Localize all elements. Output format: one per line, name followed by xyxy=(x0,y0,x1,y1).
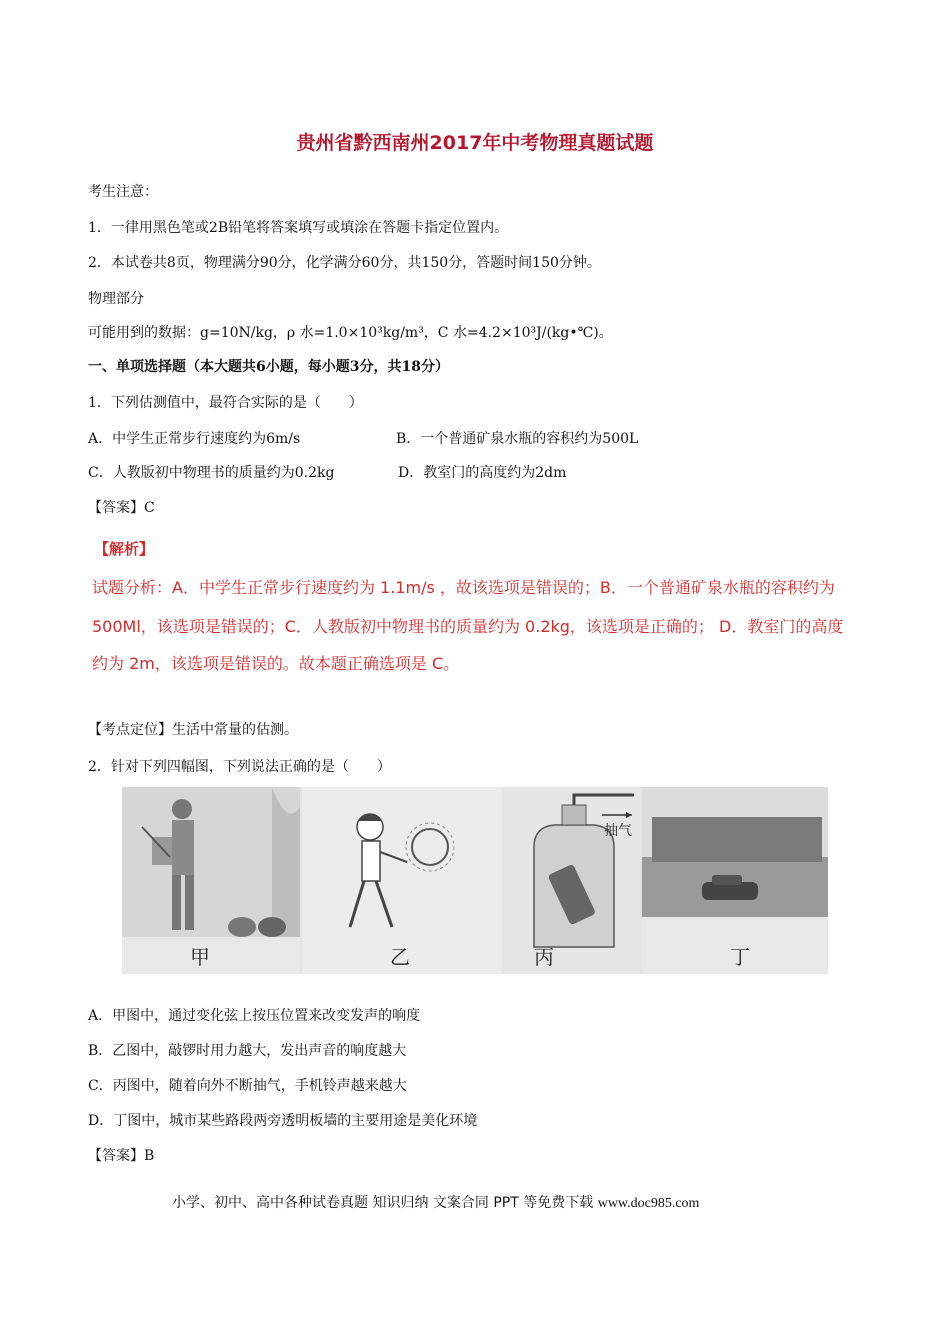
q1-option-a: A．中学生正常步行速度约为6m/s xyxy=(88,431,301,447)
analysis-line-2: 500Ml，该选项是错误的；C．人教版初中物理书的质量约为 0.2kg，该选项是正确的； D．教室门的高度 xyxy=(92,617,844,636)
analysis-line-1: 试题分析：A．中学生正常步行速度约为 1.1m/s ，故该选项是错误的；B．一个普通矿泉水瓶的容积约为 xyxy=(92,578,835,597)
page-title: 贵州省黔西南州2017年中考物理真题试题 xyxy=(296,132,654,154)
q1-knowledge-point: 【考点定位】生活中常量的估测。 xyxy=(88,722,298,738)
figure-panel-jia xyxy=(122,787,300,974)
footer-text: 小学、初中、高中各种试卷真题 知识归纳 文案合同 PPT 等免费下载 xyxy=(172,1195,594,1211)
analysis-line-3: 约为 2m，该选项是错误的。故本题正确选项是 C。 xyxy=(92,654,460,673)
page-footer xyxy=(172,1192,699,1212)
notice-item-1: 1．一律用黑色笔或2B铅笔将答案填写或填涂在答题卡指定位置内。 xyxy=(88,220,509,236)
notice-item-2: 2．本试卷共8页，物理满分90分，化学满分60分，共150分，答题时间150分钟。 xyxy=(88,255,601,271)
section-physics: 物理部分 xyxy=(88,291,144,307)
q2-option-c: C．丙图中，随着向外不断抽气，手机铃声越来越大 xyxy=(88,1078,407,1094)
violin-player-illustration xyxy=(122,787,300,974)
constants-line: 可能用到的数据：g=10N/kg，ρ 水=1.0×10³kg/m³，C 水=4.2×10³J/(kg•℃)。 xyxy=(88,325,613,341)
figure-panel-yi xyxy=(302,787,502,974)
q2-answer: 【答案】B xyxy=(88,1148,155,1164)
analysis-label: 【解析】 xyxy=(94,540,155,558)
footer-url[interactable]: www.doc985.com xyxy=(597,1196,700,1211)
q2-stem: 2．针对下列四幅图，下列说法正确的是（ ） xyxy=(88,759,391,775)
bell-jar-phone-illustration xyxy=(504,787,640,974)
q1-answer: 【答案】C xyxy=(88,500,155,516)
caption-yi: 乙 xyxy=(390,945,410,969)
figure-panel-ding xyxy=(642,787,828,974)
caption-ding: 丁 xyxy=(730,945,750,969)
part1-heading: 一、单项选择题（本大题共6小题，每小题3分，共18分） xyxy=(88,359,449,375)
pump-label: 抽气 xyxy=(604,823,632,839)
q2-option-d: D．丁图中，城市某些路段两旁透明板墙的主要用途是美化环境 xyxy=(88,1113,478,1129)
figure-panel-bing xyxy=(504,787,640,974)
caption-jia: 甲 xyxy=(190,945,210,969)
q2-option-a: A．甲图中，通过变化弦上按压位置来改变发声的响度 xyxy=(88,1008,421,1024)
q2-figure xyxy=(122,787,828,974)
q1-option-d: D．教室门的高度约为2dm xyxy=(398,465,567,481)
q2-option-b: B．乙图中，敲锣时用力越大，发出声音的响度越大 xyxy=(88,1043,407,1059)
notice-heading: 考生注意： xyxy=(88,184,158,200)
q1-stem: 1．下列估测值中，最符合实际的是（ ） xyxy=(88,395,363,411)
q1-option-c: C．人教版初中物理书的质量约为0.2kg xyxy=(88,465,335,481)
caption-bing: 丙 xyxy=(534,945,554,969)
q1-option-b: B．一个普通矿泉水瓶的容积约为500L xyxy=(396,431,639,447)
